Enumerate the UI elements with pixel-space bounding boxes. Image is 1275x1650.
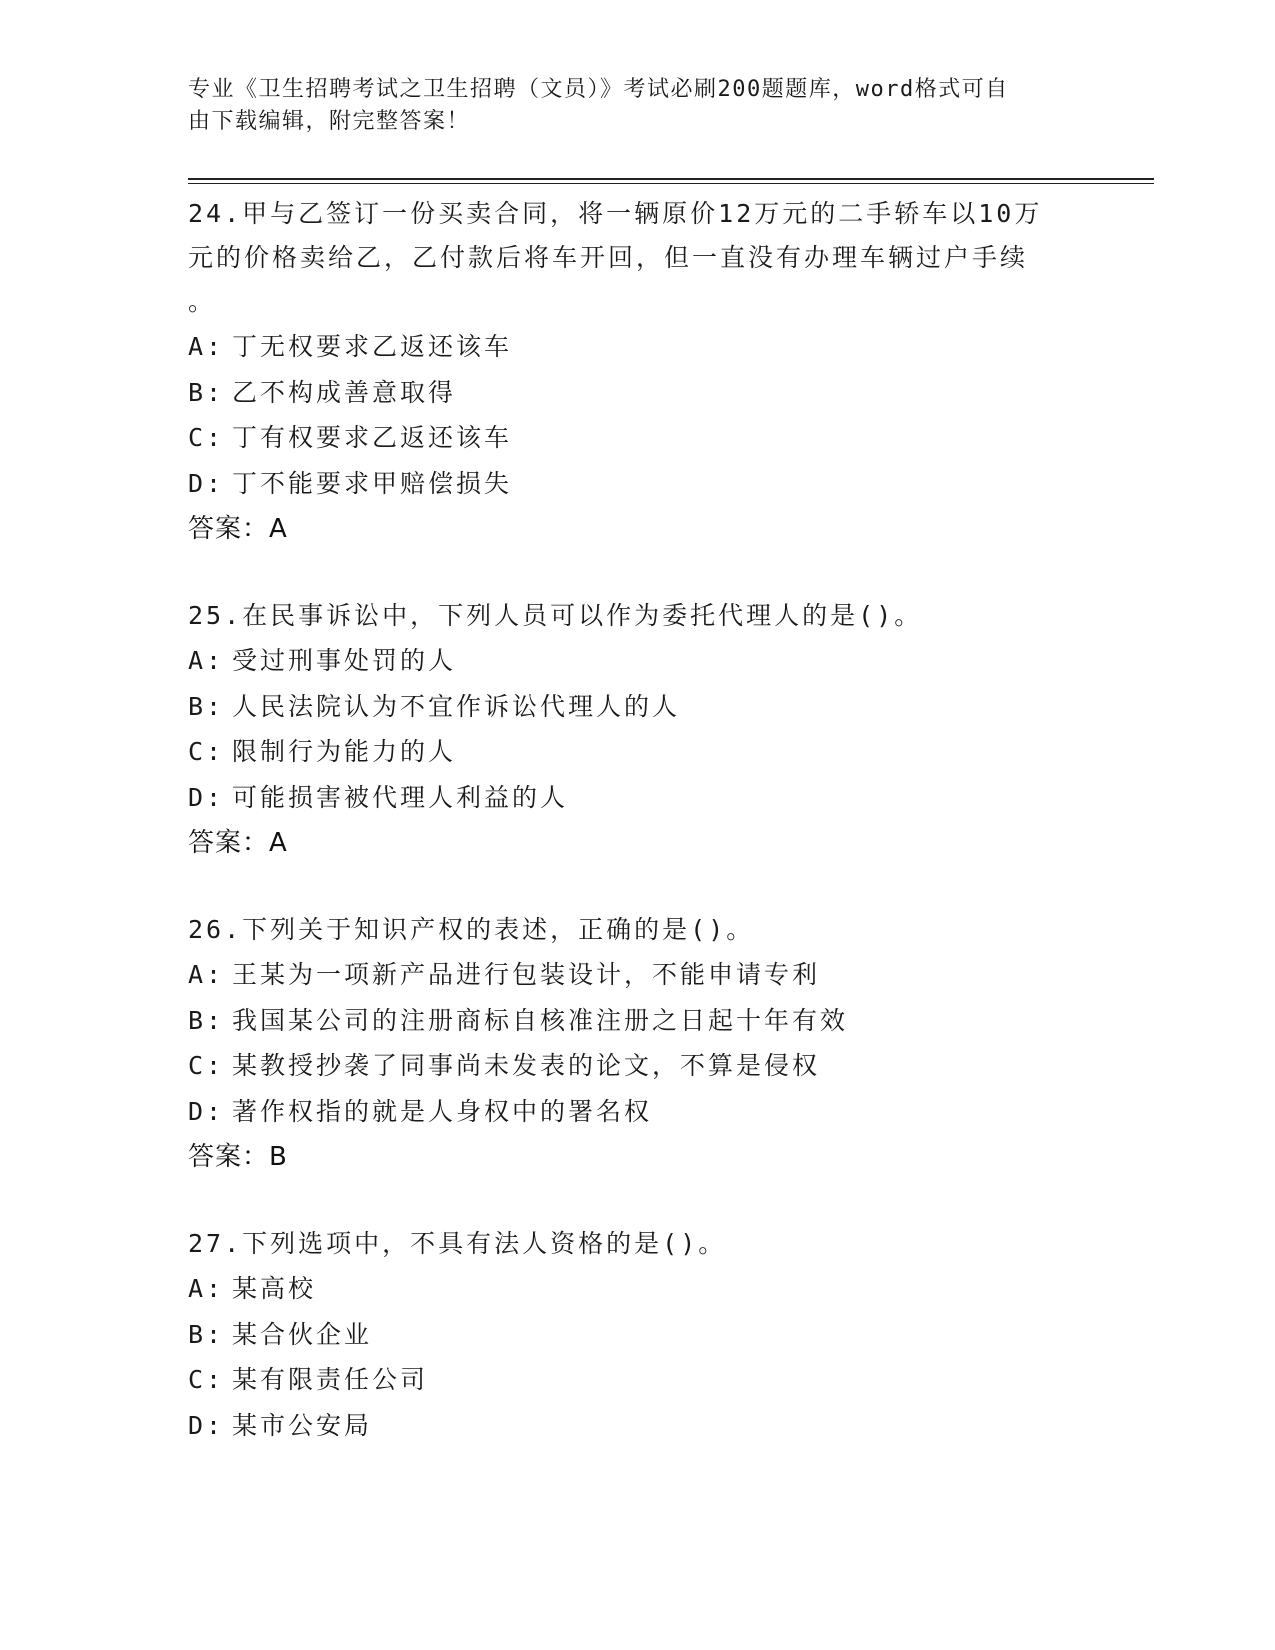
option-label: C: (188, 1051, 225, 1080)
option-text: 丁无权要求乙返还该车 (232, 332, 513, 361)
question-24 (188, 192, 1088, 552)
question-26 (188, 908, 1088, 1180)
option-text: 限制行为能力的人 (232, 737, 457, 766)
answer-line: 答案：B (188, 1142, 288, 1172)
option-c (188, 1357, 1088, 1403)
option-text: 可能损害被代理人利益的人 (232, 782, 569, 812)
question-line: 25.在民事诉讼中，下列人员可以作为委托代理人的是()。 (188, 601, 923, 630)
option-label: B: (188, 1319, 225, 1349)
header-divider-thick (188, 178, 1154, 180)
option-c (188, 729, 1088, 775)
option-label: D: (188, 782, 225, 812)
option-b (188, 1312, 1088, 1358)
question-25 (188, 594, 1088, 866)
header-divider-thin (188, 183, 1154, 184)
option-a (188, 638, 1088, 684)
option-text: 某市公安局 (232, 1410, 373, 1440)
option-b (188, 684, 1088, 730)
spacer (188, 866, 1088, 908)
option-label: D: (188, 468, 225, 498)
option-label: C: (188, 737, 225, 766)
question-line: 元的价格卖给乙，乙付款后将车开回，但一直没有办理车辆过户手续 (188, 243, 1029, 272)
option-text: 丁有权要求乙返还该车 (232, 423, 513, 452)
option-text: 著作权指的就是人身权中的署名权 (232, 1096, 653, 1126)
option-label: A: (188, 960, 225, 989)
question-text (188, 1222, 1068, 1266)
option-c (188, 415, 1088, 461)
option-c (188, 1043, 1088, 1089)
option-text: 受过刑事处罚的人 (232, 646, 457, 675)
option-b (188, 998, 1088, 1044)
option-label: B: (188, 691, 225, 721)
spacer (188, 552, 1088, 594)
question-text (188, 192, 1068, 324)
option-text: 某高校 (232, 1274, 317, 1303)
option-text: 人民法院认为不宜作诉讼代理人的人 (232, 691, 681, 721)
option-d (188, 1089, 1088, 1135)
option-label: A: (188, 1274, 225, 1303)
option-b (188, 370, 1088, 416)
option-a (188, 952, 1088, 998)
question-line: 26.下列关于知识产权的表述，正确的是()。 (188, 915, 755, 944)
option-label: C: (188, 1365, 225, 1394)
option-label: A: (188, 332, 225, 361)
option-label: D: (188, 1096, 225, 1126)
question-27 (188, 1222, 1088, 1448)
header-line-2: 由下载编辑，附完整答案！ (188, 109, 471, 134)
answer-line: 答案：A (188, 828, 288, 858)
option-text: 某教授抄袭了同事尚未发表的论文，不算是侵权 (232, 1051, 821, 1080)
option-text: 丁不能要求甲赔偿损失 (232, 468, 513, 498)
question-line: 27.下列选项中，不具有法人资格的是()。 (188, 1229, 727, 1258)
option-label: D: (188, 1410, 225, 1440)
option-text: 某有限责任公司 (232, 1365, 429, 1394)
option-text: 某合伙企业 (232, 1319, 373, 1349)
question-text (188, 908, 1068, 952)
option-d (188, 1403, 1088, 1449)
option-d (188, 775, 1088, 821)
option-label: B: (188, 377, 225, 407)
answer-line: 答案：A (188, 514, 288, 544)
header-line-1: 专业《卫生招聘考试之卫生招聘（文员）》考试必刷200题题库，word格式可自 (188, 77, 1009, 102)
question-line: 。 (188, 287, 217, 316)
option-label: C: (188, 423, 225, 452)
option-label: A: (188, 646, 225, 675)
spacer (188, 1180, 1088, 1222)
document-header (188, 74, 1068, 138)
questions-list (188, 192, 1088, 1448)
option-text: 乙不构成善意取得 (232, 377, 457, 407)
question-text (188, 594, 1068, 638)
option-a (188, 324, 1088, 370)
option-a (188, 1266, 1088, 1312)
option-text: 我国某公司的注册商标自核准注册之日起十年有效 (232, 1005, 849, 1035)
option-text: 王某为一项新产品进行包装设计，不能申请专利 (232, 960, 821, 989)
question-line: 24.甲与乙签订一份买卖合同，将一辆原价12万元的二手轿车以10万 (188, 199, 1043, 228)
option-d (188, 461, 1088, 507)
option-label: B: (188, 1005, 225, 1035)
